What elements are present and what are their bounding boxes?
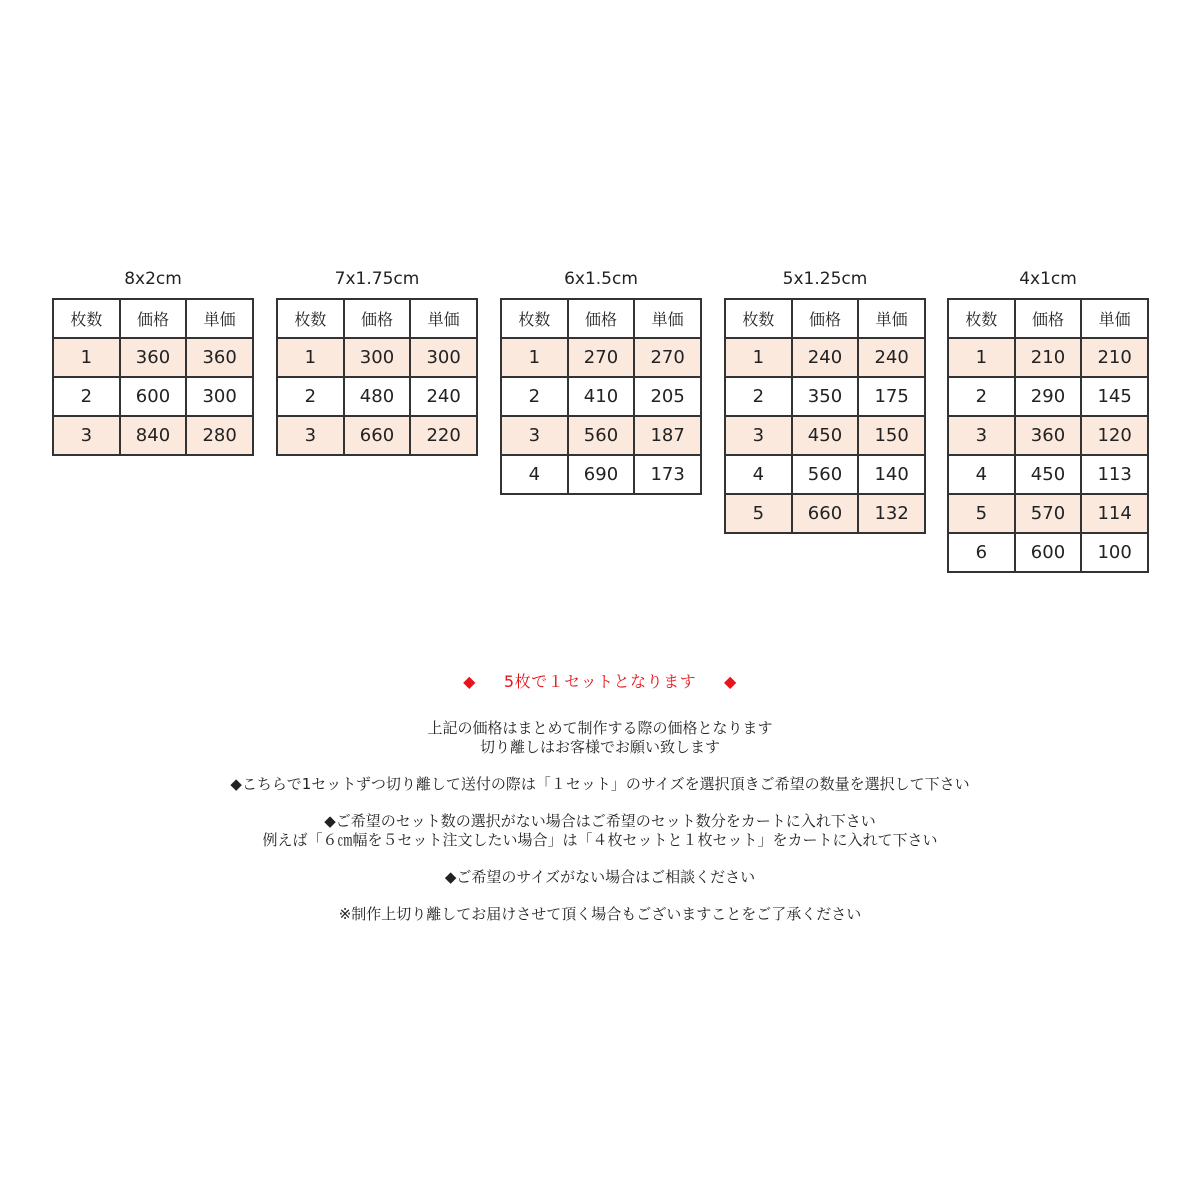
price-table xyxy=(500,298,702,495)
table-row xyxy=(948,377,1148,416)
size-block-6x1-5cm xyxy=(500,264,702,495)
cell-count: 1 xyxy=(53,338,120,377)
table-row xyxy=(53,416,253,455)
size-title: 8x2cm xyxy=(124,269,182,289)
cell-unit-price: 140 xyxy=(858,455,925,494)
cell-count: 6 xyxy=(948,533,1015,572)
table-row xyxy=(501,377,701,416)
cell-unit-price: 145 xyxy=(1081,377,1148,416)
cell-unit-price: 113 xyxy=(1081,455,1148,494)
cell-price: 300 xyxy=(344,338,411,377)
cell-unit-price: 300 xyxy=(410,338,477,377)
cell-price: 660 xyxy=(792,494,859,533)
cell-count: 2 xyxy=(501,377,568,416)
cell-unit-price: 120 xyxy=(1081,416,1148,455)
cell-count: 2 xyxy=(277,377,344,416)
cell-unit-price: 187 xyxy=(634,416,701,455)
size-block-4x1cm xyxy=(947,264,1149,573)
header-count: 枚数 xyxy=(725,299,792,338)
header-count: 枚数 xyxy=(501,299,568,338)
cell-count: 3 xyxy=(948,416,1015,455)
table-header-row xyxy=(725,299,925,338)
cell-unit-price: 360 xyxy=(186,338,253,377)
cell-price: 240 xyxy=(792,338,859,377)
cell-count: 1 xyxy=(948,338,1015,377)
cell-count: 1 xyxy=(725,338,792,377)
diamond-icon: ◆ xyxy=(463,672,476,691)
note-line: ◆こちらで1セットずつ切り離して送付の際は「１セット」のサイズを選択頂きご希望の数量を選択して下さい xyxy=(230,775,970,793)
size-title: 6x1.5cm xyxy=(564,269,638,289)
price-table xyxy=(724,298,926,534)
table-header-row xyxy=(277,299,477,338)
notes-section xyxy=(0,672,1200,942)
cell-price: 660 xyxy=(344,416,411,455)
table-row xyxy=(948,338,1148,377)
cell-unit-price: 270 xyxy=(634,338,701,377)
cell-unit-price: 240 xyxy=(410,377,477,416)
header-unit-price: 単価 xyxy=(186,299,253,338)
cell-count: 3 xyxy=(277,416,344,455)
table-row xyxy=(53,377,253,416)
cell-price: 560 xyxy=(792,455,859,494)
cell-price: 350 xyxy=(792,377,859,416)
cell-count: 2 xyxy=(948,377,1015,416)
set-headline xyxy=(0,672,1200,691)
cell-unit-price: 300 xyxy=(186,377,253,416)
cell-price: 690 xyxy=(568,455,635,494)
header-price: 価格 xyxy=(120,299,187,338)
header-price: 価格 xyxy=(344,299,411,338)
header-count: 枚数 xyxy=(277,299,344,338)
cell-price: 410 xyxy=(568,377,635,416)
header-count: 枚数 xyxy=(948,299,1015,338)
cell-price: 570 xyxy=(1015,494,1082,533)
note-line: ※制作上切り離してお届けさせて頂く場合もございますことをご了承ください xyxy=(338,905,862,923)
cell-count: 3 xyxy=(725,416,792,455)
size-title: 5x1.25cm xyxy=(782,269,868,289)
cell-price: 450 xyxy=(792,416,859,455)
cell-count: 5 xyxy=(948,494,1015,533)
cell-price: 560 xyxy=(568,416,635,455)
note-line: 例えば「６㎝幅を５セット注文したい場合」は「４枚セットと１枚セット」をカートに入れて下さい xyxy=(262,831,938,849)
note-line: ◆ご希望のサイズがない場合はご相談ください xyxy=(444,868,756,886)
cell-price: 480 xyxy=(344,377,411,416)
cell-price: 600 xyxy=(1015,533,1082,572)
table-row xyxy=(53,338,253,377)
cell-count: 3 xyxy=(501,416,568,455)
cell-price: 600 xyxy=(120,377,187,416)
cell-unit-price: 132 xyxy=(858,494,925,533)
table-row xyxy=(277,338,477,377)
note-paragraph xyxy=(0,812,1200,850)
header-unit-price: 単価 xyxy=(410,299,477,338)
cell-unit-price: 175 xyxy=(858,377,925,416)
size-block-7x1-75cm xyxy=(276,264,478,456)
table-row xyxy=(725,416,925,455)
price-table xyxy=(276,298,478,456)
size-title: 7x1.75cm xyxy=(334,269,420,289)
cell-price: 360 xyxy=(1015,416,1082,455)
header-unit-price: 単価 xyxy=(634,299,701,338)
headline-text: 5枚で１セットとなります xyxy=(503,672,697,691)
table-row xyxy=(948,455,1148,494)
diamond-icon: ◆ xyxy=(724,672,737,691)
header-price: 価格 xyxy=(792,299,859,338)
price-table xyxy=(52,298,254,456)
table-row xyxy=(277,377,477,416)
note-line: ◆ご希望のセット数の選択がない場合はご希望のセット数分をカートに入れ下さい xyxy=(324,812,876,830)
header-price: 価格 xyxy=(568,299,635,338)
cell-count: 3 xyxy=(53,416,120,455)
cell-count: 4 xyxy=(501,455,568,494)
header-count: 枚数 xyxy=(53,299,120,338)
cell-price: 360 xyxy=(120,338,187,377)
cell-price: 290 xyxy=(1015,377,1082,416)
table-row xyxy=(948,533,1148,572)
table-row xyxy=(948,416,1148,455)
cell-unit-price: 210 xyxy=(1081,338,1148,377)
table-row xyxy=(277,416,477,455)
cell-price: 210 xyxy=(1015,338,1082,377)
header-unit-price: 単価 xyxy=(1081,299,1148,338)
cell-count: 5 xyxy=(725,494,792,533)
cell-unit-price: 240 xyxy=(858,338,925,377)
cell-unit-price: 220 xyxy=(410,416,477,455)
cell-count: 2 xyxy=(725,377,792,416)
price-table xyxy=(947,298,1149,573)
cell-price: 450 xyxy=(1015,455,1082,494)
note-line: 切り離しはお客様でお願い致します xyxy=(479,738,720,756)
table-row xyxy=(501,455,701,494)
cell-price: 270 xyxy=(568,338,635,377)
cell-count: 1 xyxy=(501,338,568,377)
header-unit-price: 単価 xyxy=(858,299,925,338)
cell-count: 4 xyxy=(725,455,792,494)
cell-unit-price: 150 xyxy=(858,416,925,455)
note-paragraph xyxy=(0,905,1200,924)
cell-price: 840 xyxy=(120,416,187,455)
cell-count: 1 xyxy=(277,338,344,377)
note-paragraph xyxy=(0,775,1200,794)
size-block-5x1-25cm xyxy=(724,264,926,534)
header-price: 価格 xyxy=(1015,299,1082,338)
size-title: 4x1cm xyxy=(1019,269,1077,289)
note-paragraph xyxy=(0,719,1200,757)
note-line: 上記の価格はまとめて制作する際の価格となります xyxy=(427,719,773,737)
table-row xyxy=(725,494,925,533)
table-row xyxy=(948,494,1148,533)
table-row xyxy=(725,455,925,494)
table-header-row xyxy=(53,299,253,338)
cell-unit-price: 100 xyxy=(1081,533,1148,572)
note-paragraph xyxy=(0,868,1200,887)
table-row xyxy=(725,377,925,416)
cell-count: 4 xyxy=(948,455,1015,494)
cell-unit-price: 280 xyxy=(186,416,253,455)
table-header-row xyxy=(501,299,701,338)
price-tables xyxy=(0,264,1200,604)
table-row xyxy=(501,338,701,377)
size-block-8x2cm xyxy=(52,264,254,456)
table-row xyxy=(501,416,701,455)
table-header-row xyxy=(948,299,1148,338)
cell-unit-price: 205 xyxy=(634,377,701,416)
table-row xyxy=(725,338,925,377)
cell-unit-price: 173 xyxy=(634,455,701,494)
cell-unit-price: 114 xyxy=(1081,494,1148,533)
cell-count: 2 xyxy=(53,377,120,416)
